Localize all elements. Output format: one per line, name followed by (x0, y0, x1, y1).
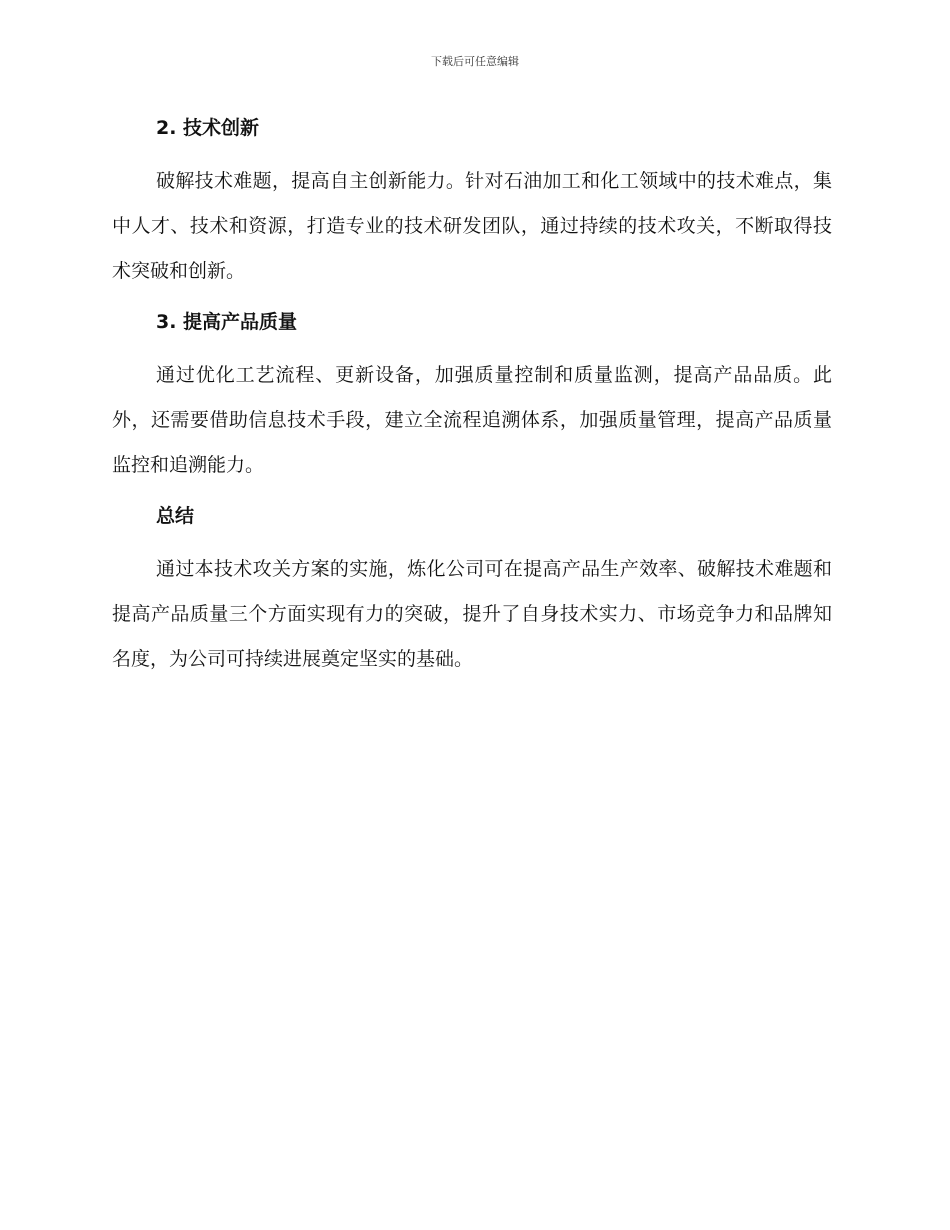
section-heading-tech-innovation: 2. 技术创新 (156, 117, 260, 139)
section-heading-product-quality: 3. 提高产品质量 (156, 311, 298, 333)
section-paragraph-summary: 通过本技术攻关方案的实施，炼化公司可在提高产品生产效率、破解技术难题和提高产品质量三个方面实现有力的突破，提升了自身技术实力、市场竞争力和品牌知名度，为公司可持续进展奠定坚实的基础。 (112, 558, 832, 670)
page-header: 下载后可任意编辑 (431, 55, 519, 68)
section-heading-summary: 总结 (156, 505, 195, 527)
section-paragraph-tech-innovation: 破解技术难题，提高自主创新能力。针对石油加工和化工领域中的技术难点，集中人才、技术和资源，打造专业的技术研发团队，通过持续的技术攻关，不断取得技术突破和创新。 (112, 170, 832, 282)
section-paragraph-product-quality: 通过优化工艺流程、更新设备，加强质量控制和质量监测，提高产品品质。此外，还需要借助信息技术手段，建立全流程追溯体系，加强质量管理，提高产品质量监控和追溯能力。 (112, 364, 832, 476)
document-body (112, 110, 832, 682)
